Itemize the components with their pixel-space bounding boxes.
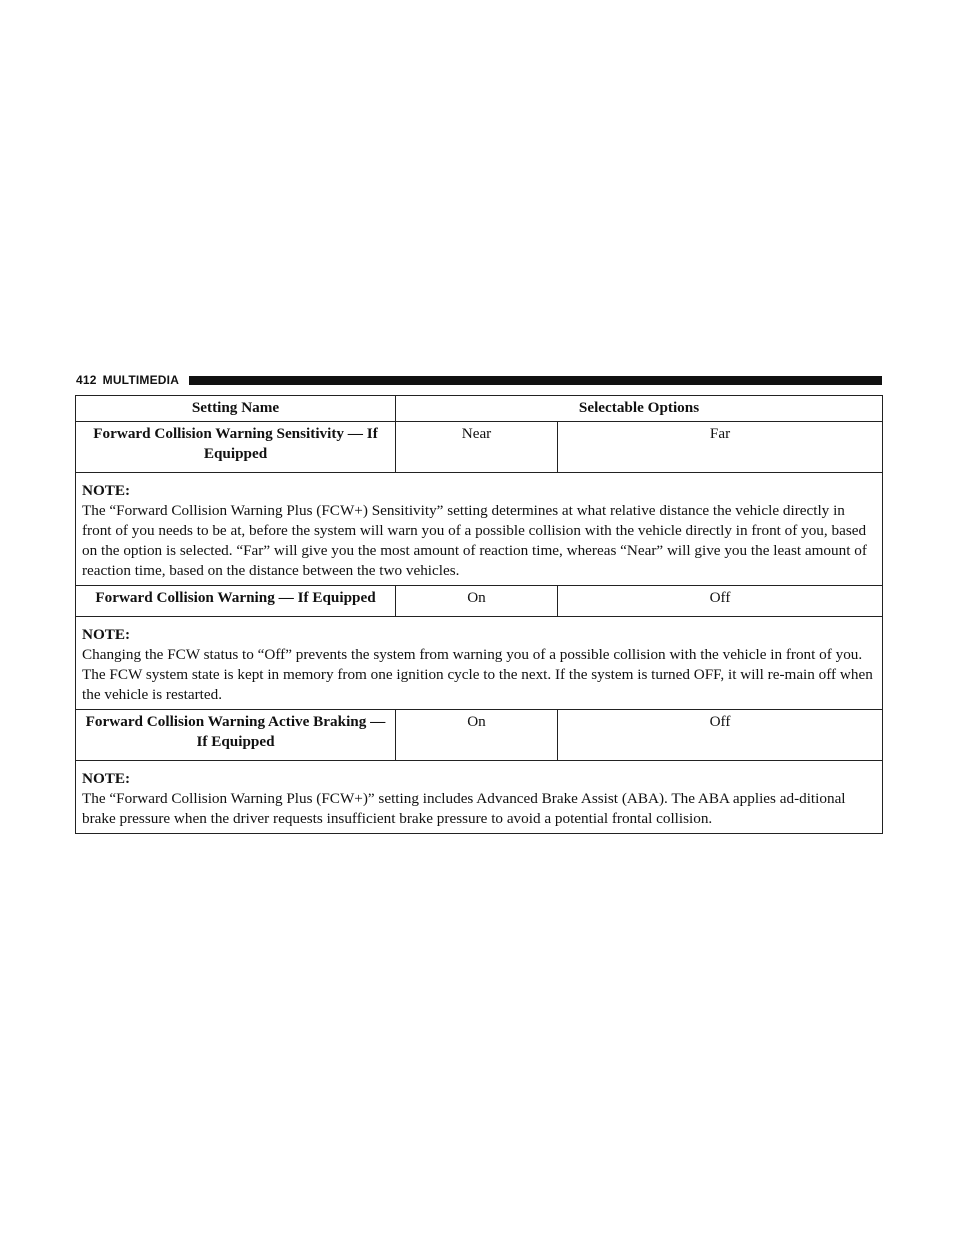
page-number: 412: [76, 373, 97, 387]
option-value: Far: [558, 422, 883, 473]
option-value: On: [396, 586, 558, 617]
column-header-setting-name: Setting Name: [76, 396, 396, 422]
setting-row: [76, 710, 883, 761]
note-label: NOTE:: [82, 770, 131, 787]
setting-name: Forward Collision Warning — If Equipped: [76, 586, 396, 617]
note-row: [76, 761, 883, 834]
option-value: Off: [558, 586, 883, 617]
note-cell: [76, 617, 883, 710]
setting-name: Forward Collision Warning Active Braking — If Equipped: [76, 710, 396, 761]
note-cell: [76, 473, 883, 586]
table-header-row: [76, 396, 883, 422]
note-text: Changing the FCW status to “Off” prevents the system from warning you of a possible collision with the vehicle in front of you.: [82, 646, 863, 663]
page-header: [76, 372, 882, 388]
setting-row: [76, 422, 883, 473]
column-header-selectable-options: Selectable Options: [396, 396, 883, 422]
option-value: Off: [558, 710, 883, 761]
settings-table: [75, 395, 883, 834]
setting-name: Forward Collision Warning Sensitivity — If Equipped: [76, 422, 396, 473]
note-row: [76, 617, 883, 710]
setting-row: [76, 586, 883, 617]
note-row: [76, 473, 883, 586]
section-title: MULTIMEDIA: [102, 373, 180, 387]
note-text: The “Forward Collision Warning Plus (FCW+)” setting includes Advanced Brake Assist (ABA). The ABA applies ad-ditional brake pressure when the driver requests insufficient brake pressure to avoid a potential frontal collision.: [82, 790, 846, 827]
note-cell: [76, 761, 883, 834]
option-value: On: [396, 710, 558, 761]
option-value: Near: [396, 422, 558, 473]
note-text: The “Forward Collision Warning Plus (FCW+) Sensitivity” setting determines at what relative distance the vehicle directly in front of you needs to be at, before the system will warn you of a possible collision with the vehicle directly in front of you, based on the option is selected. “Far” will give you the most amount of reaction time, whereas “Near” will give you the least amount of reaction time, based on the distance between the two vehicles.: [82, 502, 867, 579]
note-text: The FCW system state is kept in memory from one ignition cycle to the next. If the system is turned OFF, it will re-main off when the vehicle is restarted.: [82, 666, 873, 703]
header-rule: [189, 376, 882, 385]
note-label: NOTE:: [82, 482, 131, 499]
note-label: NOTE:: [82, 626, 131, 643]
